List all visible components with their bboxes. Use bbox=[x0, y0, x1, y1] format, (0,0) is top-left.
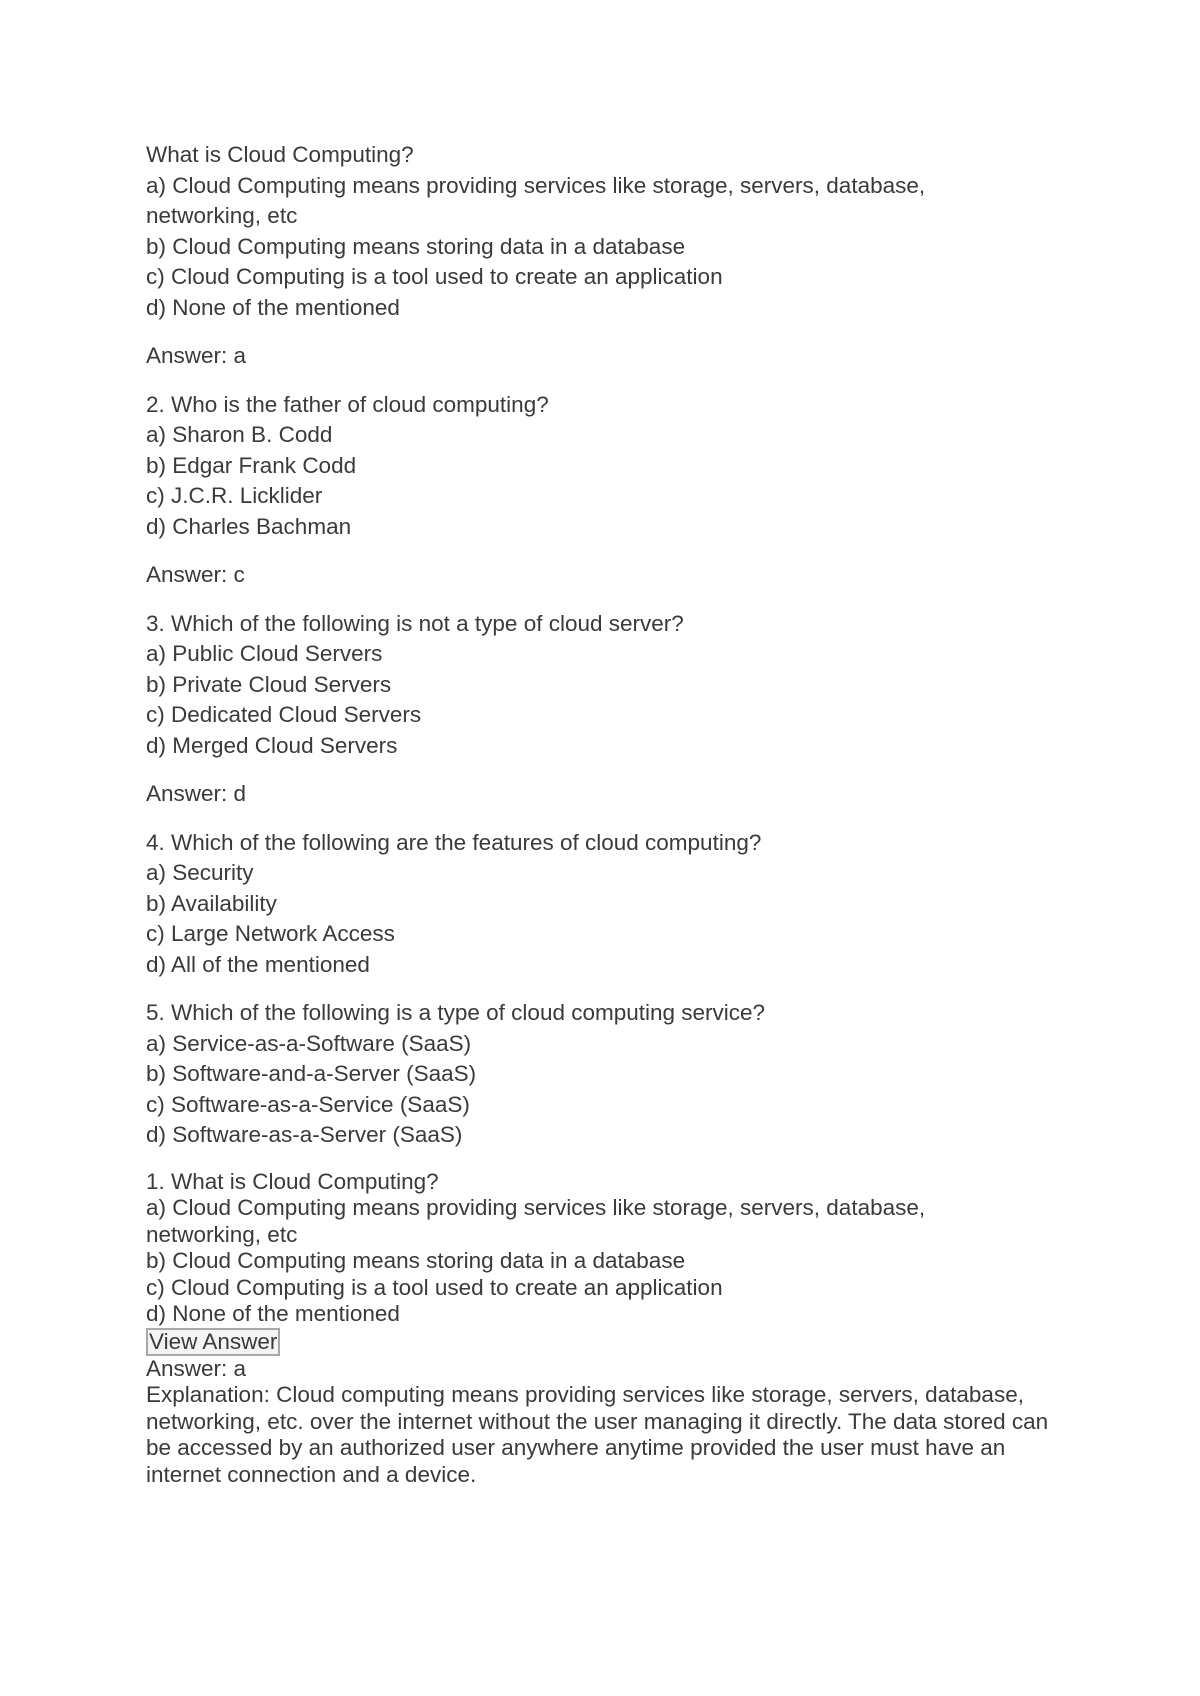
question-block-3 bbox=[146, 609, 1076, 762]
option-c: c) Software-as-a-Service (SaaS) bbox=[146, 1091, 470, 1117]
question-block-5 bbox=[146, 998, 1076, 1151]
option-a: a) Cloud Computing means providing services like storage, servers, database, networking, etc bbox=[146, 172, 926, 228]
question-text: 3. Which of the following is not a type of cloud server? bbox=[146, 610, 684, 636]
option-d: d) None of the mentioned bbox=[146, 1301, 400, 1326]
question-block-6 bbox=[146, 1169, 1076, 1489]
explanation-text: Explanation: Cloud computing means providing services like storage, servers, database, networking, etc. over the internet without the user managing it directly. The data stored can be accessed by an authorized user anywhere anytime provided the user must have an internet connection and a device. bbox=[146, 1382, 1049, 1487]
question-text: 5. Which of the following is a type of cloud computing service? bbox=[146, 1000, 766, 1025]
option-a: a) Public Cloud Servers bbox=[146, 641, 383, 666]
view-answer-row bbox=[146, 1328, 1076, 1356]
option-b: b) Software-and-a-Server (SaaS) bbox=[146, 1061, 477, 1086]
option-a: a) Security bbox=[146, 860, 254, 885]
option-d: d) All of the mentioned bbox=[146, 951, 370, 977]
option-c: c) J.C.R. Licklider bbox=[146, 483, 323, 508]
question-block-4 bbox=[146, 828, 1076, 981]
question-block-1 bbox=[146, 140, 1076, 323]
answer-text: Answer: d bbox=[146, 781, 247, 806]
option-d: d) Charles Bachman bbox=[146, 513, 352, 539]
option-d: d) Merged Cloud Servers bbox=[146, 732, 398, 758]
option-a: a) Service-as-a-Software (SaaS) bbox=[146, 1030, 472, 1056]
view-answer-button[interactable]: View Answer bbox=[146, 1328, 280, 1356]
question-block-2 bbox=[146, 390, 1076, 543]
answer-text: Answer: a bbox=[146, 1355, 247, 1381]
option-c: c) Dedicated Cloud Servers bbox=[146, 702, 422, 727]
option-d: d) Software-as-a-Server (SaaS) bbox=[146, 1122, 463, 1147]
option-b: b) Cloud Computing means storing data in a database bbox=[146, 1248, 686, 1273]
option-b: b) Cloud Computing means storing data in a database bbox=[146, 233, 686, 259]
document-page bbox=[146, 140, 1076, 1488]
option-a: a) Sharon B. Codd bbox=[146, 422, 333, 447]
option-c: c) Cloud Computing is a tool used to create an application bbox=[146, 1274, 723, 1300]
option-b: b) Private Cloud Servers bbox=[146, 671, 392, 697]
option-c: c) Large Network Access bbox=[146, 921, 395, 946]
option-b: b) Edgar Frank Codd bbox=[146, 452, 357, 478]
option-c: c) Cloud Computing is a tool used to create an application bbox=[146, 264, 723, 289]
option-a: a) Cloud Computing means providing services like storage, servers, database, networking, etc bbox=[146, 1195, 926, 1247]
answer-text: Answer: a bbox=[146, 343, 247, 368]
question-text: 4. Which of the following are the features of cloud computing? bbox=[146, 829, 762, 855]
option-d: d) None of the mentioned bbox=[146, 294, 400, 320]
answer-text: Answer: c bbox=[146, 562, 245, 587]
option-b: b) Availability bbox=[146, 890, 277, 916]
question-text: 1. What is Cloud Computing? bbox=[146, 1168, 439, 1194]
question-text: What is Cloud Computing? bbox=[146, 142, 414, 167]
question-text: 2. Who is the father of cloud computing? bbox=[146, 391, 549, 417]
